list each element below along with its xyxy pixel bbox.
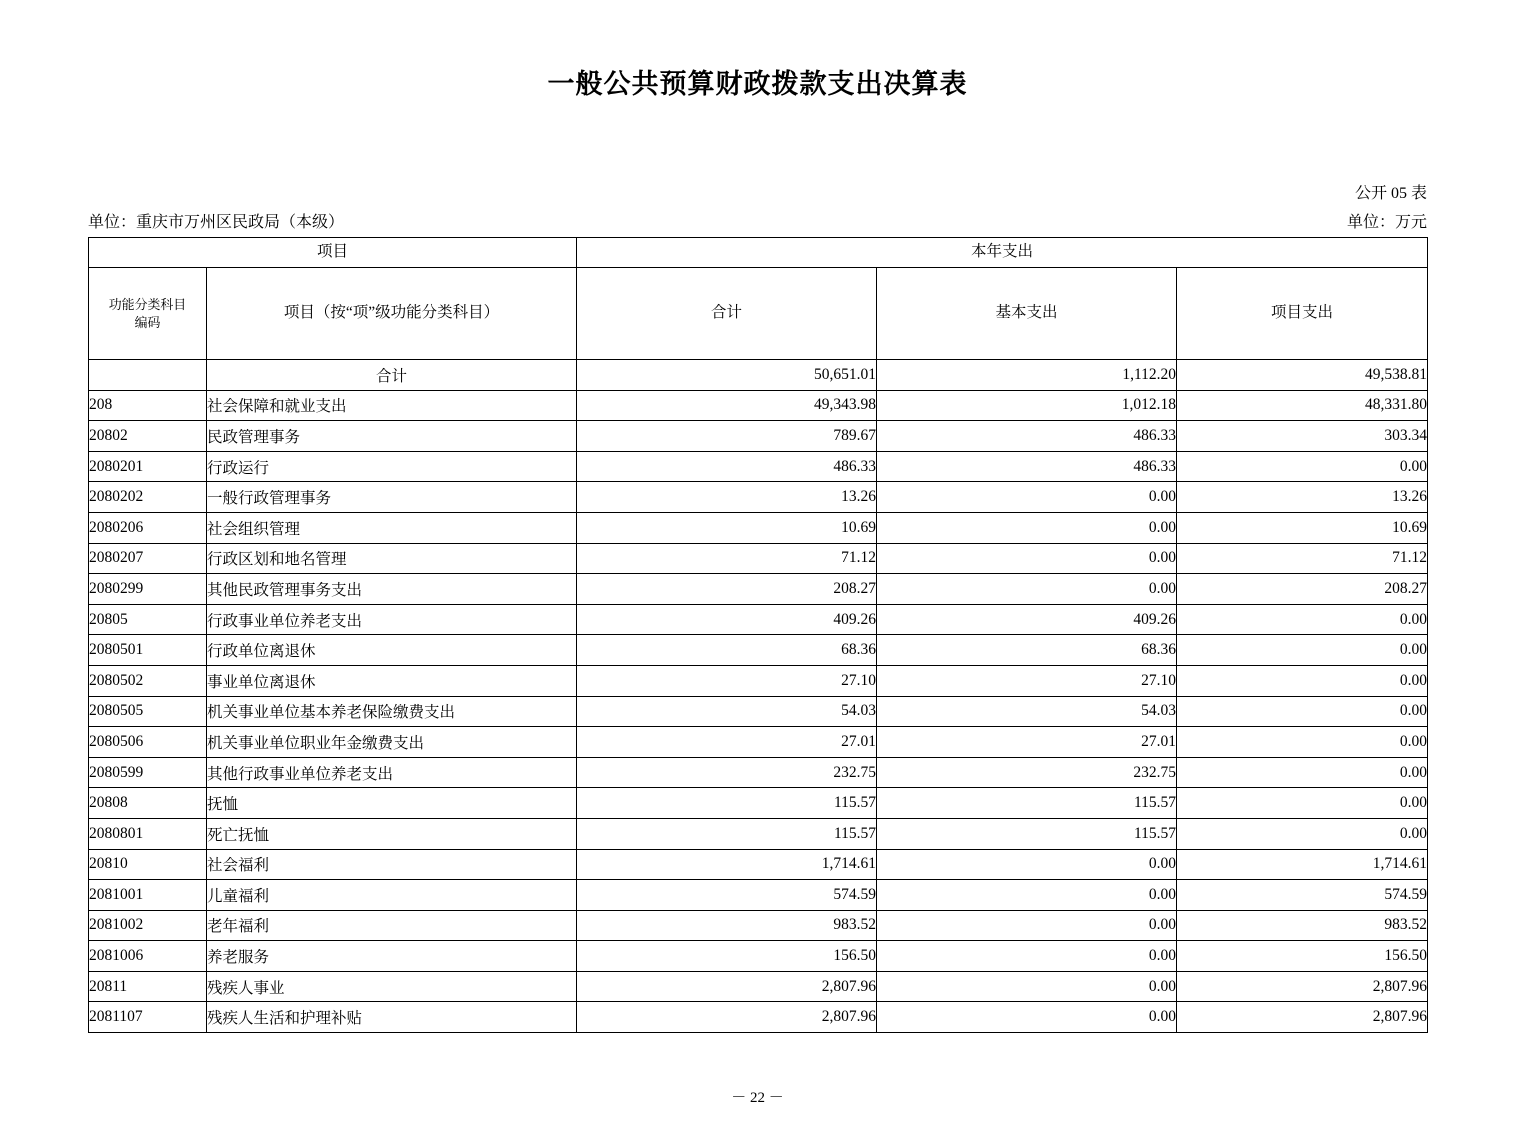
cell-name: 社会组织管理 bbox=[207, 512, 577, 543]
column-header-name: 项目（按“项”级功能分类科目） bbox=[207, 268, 577, 360]
table-row bbox=[89, 604, 1428, 635]
cell-project: 2,807.96 bbox=[1177, 1002, 1428, 1033]
cell-total: 232.75 bbox=[577, 757, 877, 788]
cell-code: 2081002 bbox=[89, 910, 207, 941]
cell-name: 机关事业单位职业年金缴费支出 bbox=[207, 727, 577, 758]
cell-name: 行政运行 bbox=[207, 451, 577, 482]
cell-project: 208.27 bbox=[1177, 574, 1428, 605]
cell-total: 2,807.96 bbox=[577, 1002, 877, 1033]
cell-name: 事业单位离退休 bbox=[207, 665, 577, 696]
cell-basic: 1,112.20 bbox=[877, 360, 1177, 391]
cell-code: 20811 bbox=[89, 971, 207, 1002]
group-header-project: 项目 bbox=[89, 238, 577, 268]
cell-project: 1,714.61 bbox=[1177, 849, 1428, 880]
cell-basic: 0.00 bbox=[877, 880, 1177, 911]
table-body bbox=[89, 360, 1428, 1033]
cell-total: 10.69 bbox=[577, 512, 877, 543]
page-title: 一般公共预算财政拨款支出决算表 bbox=[547, 69, 968, 99]
cell-basic: 0.00 bbox=[877, 574, 1177, 605]
cell-basic: 115.57 bbox=[877, 788, 1177, 819]
cell-code: 20810 bbox=[89, 849, 207, 880]
cell-project: 0.00 bbox=[1177, 727, 1428, 758]
table-row bbox=[89, 910, 1428, 941]
sheet-label: 公开 05 表 bbox=[1354, 185, 1427, 202]
cell-basic: 486.33 bbox=[877, 421, 1177, 452]
budget-table-wrapper bbox=[88, 237, 1427, 1033]
cell-basic: 0.00 bbox=[877, 971, 1177, 1002]
table-row bbox=[89, 849, 1428, 880]
cell-code: 2081006 bbox=[89, 941, 207, 972]
cell-total: 27.10 bbox=[577, 665, 877, 696]
table-row bbox=[89, 1002, 1428, 1033]
table-row bbox=[89, 574, 1428, 605]
group-header-current-year: 本年支出 bbox=[577, 238, 1428, 268]
cell-name: 行政事业单位养老支出 bbox=[207, 604, 577, 635]
cell-project: 574.59 bbox=[1177, 880, 1428, 911]
cell-total: 983.52 bbox=[577, 910, 877, 941]
table-group-header-row bbox=[89, 238, 1428, 268]
cell-basic: 409.26 bbox=[877, 604, 1177, 635]
cell-basic: 68.36 bbox=[877, 635, 1177, 666]
cell-code: 2080202 bbox=[89, 482, 207, 513]
cell-basic: 0.00 bbox=[877, 482, 1177, 513]
cell-name: 死亡抚恤 bbox=[207, 818, 577, 849]
table-row bbox=[89, 482, 1428, 513]
meta-row bbox=[88, 209, 1427, 232]
cell-name: 一般行政管理事务 bbox=[207, 482, 577, 513]
cell-code: 2080505 bbox=[89, 696, 207, 727]
cell-code: 2080801 bbox=[89, 818, 207, 849]
cell-basic: 54.03 bbox=[877, 696, 1177, 727]
table-row bbox=[89, 665, 1428, 696]
cell-name: 儿童福利 bbox=[207, 880, 577, 911]
cell-total: 1,714.61 bbox=[577, 849, 877, 880]
table-row bbox=[89, 971, 1428, 1002]
cell-code: 20808 bbox=[89, 788, 207, 819]
cell-project: 71.12 bbox=[1177, 543, 1428, 574]
cell-total: 50,651.01 bbox=[577, 360, 877, 391]
cell-code: 2080501 bbox=[89, 635, 207, 666]
cell-name: 合计 bbox=[207, 360, 577, 391]
cell-name: 机关事业单位基本养老保险缴费支出 bbox=[207, 696, 577, 727]
budget-table bbox=[88, 237, 1428, 1033]
unit-measure: 单位：万元 bbox=[1346, 214, 1427, 231]
cell-total: 486.33 bbox=[577, 451, 877, 482]
cell-total: 409.26 bbox=[577, 604, 877, 635]
cell-total: 115.57 bbox=[577, 788, 877, 819]
cell-basic: 0.00 bbox=[877, 910, 1177, 941]
cell-basic: 0.00 bbox=[877, 543, 1177, 574]
cell-name: 其他行政事业单位养老支出 bbox=[207, 757, 577, 788]
cell-name: 残疾人生活和护理补贴 bbox=[207, 1002, 577, 1033]
table-row bbox=[89, 727, 1428, 758]
table-row bbox=[89, 451, 1428, 482]
cell-project: 0.00 bbox=[1177, 665, 1428, 696]
cell-name: 社会福利 bbox=[207, 849, 577, 880]
cell-name: 其他民政管理事务支出 bbox=[207, 574, 577, 605]
cell-total: 49,343.98 bbox=[577, 390, 877, 421]
document-page bbox=[0, 62, 1515, 1131]
cell-project: 0.00 bbox=[1177, 696, 1428, 727]
cell-name: 行政单位离退休 bbox=[207, 635, 577, 666]
cell-code: 208 bbox=[89, 390, 207, 421]
cell-total: 13.26 bbox=[577, 482, 877, 513]
cell-total: 71.12 bbox=[577, 543, 877, 574]
cell-total: 574.59 bbox=[577, 880, 877, 911]
cell-code: 2080599 bbox=[89, 757, 207, 788]
cell-total: 68.36 bbox=[577, 635, 877, 666]
cell-basic: 0.00 bbox=[877, 849, 1177, 880]
cell-project: 0.00 bbox=[1177, 604, 1428, 635]
cell-name: 社会保障和就业支出 bbox=[207, 390, 577, 421]
cell-basic: 0.00 bbox=[877, 1002, 1177, 1033]
table-row bbox=[89, 880, 1428, 911]
cell-total: 789.67 bbox=[577, 421, 877, 452]
cell-code: 2081107 bbox=[89, 1002, 207, 1033]
table-row bbox=[89, 421, 1428, 452]
cell-project: 10.69 bbox=[1177, 512, 1428, 543]
cell-code: 20802 bbox=[89, 421, 207, 452]
cell-project: 0.00 bbox=[1177, 788, 1428, 819]
cell-basic: 0.00 bbox=[877, 512, 1177, 543]
table-row bbox=[89, 543, 1428, 574]
column-header-code bbox=[89, 268, 207, 360]
column-header-total: 合计 bbox=[577, 268, 877, 360]
column-header-code-line1: 功能分类科目 bbox=[108, 297, 187, 313]
cell-name: 残疾人事业 bbox=[207, 971, 577, 1002]
page-footer-number: － 22 － bbox=[731, 1090, 784, 1106]
cell-total: 208.27 bbox=[577, 574, 877, 605]
cell-basic: 115.57 bbox=[877, 818, 1177, 849]
cell-basic: 486.33 bbox=[877, 451, 1177, 482]
cell-code: 2081001 bbox=[89, 880, 207, 911]
column-header-basic: 基本支出 bbox=[877, 268, 1177, 360]
cell-code: 2080207 bbox=[89, 543, 207, 574]
cell-total: 2,807.96 bbox=[577, 971, 877, 1002]
cell-code bbox=[89, 360, 207, 391]
cell-project: 0.00 bbox=[1177, 635, 1428, 666]
table-row bbox=[89, 635, 1428, 666]
cell-basic: 27.01 bbox=[877, 727, 1177, 758]
cell-name: 养老服务 bbox=[207, 941, 577, 972]
cell-project: 0.00 bbox=[1177, 451, 1428, 482]
cell-name: 民政管理事务 bbox=[207, 421, 577, 452]
cell-code: 2080502 bbox=[89, 665, 207, 696]
cell-total: 156.50 bbox=[577, 941, 877, 972]
cell-project: 48,331.80 bbox=[1177, 390, 1428, 421]
table-row bbox=[89, 390, 1428, 421]
cell-total: 54.03 bbox=[577, 696, 877, 727]
table-row bbox=[89, 941, 1428, 972]
table-row bbox=[89, 360, 1428, 391]
table-row bbox=[89, 512, 1428, 543]
column-header-code-line2: 编码 bbox=[134, 314, 161, 330]
cell-name: 行政区划和地名管理 bbox=[207, 543, 577, 574]
table-column-header-row bbox=[89, 268, 1428, 360]
cell-project: 2,807.96 bbox=[1177, 971, 1428, 1002]
cell-code: 2080506 bbox=[89, 727, 207, 758]
cell-project: 0.00 bbox=[1177, 757, 1428, 788]
table-header bbox=[89, 238, 1428, 360]
cell-basic: 1,012.18 bbox=[877, 390, 1177, 421]
cell-code: 2080299 bbox=[89, 574, 207, 605]
table-row bbox=[89, 818, 1428, 849]
cell-name: 老年福利 bbox=[207, 910, 577, 941]
cell-code: 2080201 bbox=[89, 451, 207, 482]
cell-project: 303.34 bbox=[1177, 421, 1428, 452]
unit-name: 单位：重庆市万州区民政局（本级） bbox=[88, 214, 345, 231]
table-row bbox=[89, 757, 1428, 788]
table-row bbox=[89, 788, 1428, 819]
cell-project: 49,538.81 bbox=[1177, 360, 1428, 391]
cell-name: 抚恤 bbox=[207, 788, 577, 819]
cell-total: 27.01 bbox=[577, 727, 877, 758]
cell-project: 156.50 bbox=[1177, 941, 1428, 972]
cell-total: 115.57 bbox=[577, 818, 877, 849]
table-row bbox=[89, 696, 1428, 727]
cell-project: 983.52 bbox=[1177, 910, 1428, 941]
cell-project: 0.00 bbox=[1177, 818, 1428, 849]
cell-code: 2080206 bbox=[89, 512, 207, 543]
cell-basic: 232.75 bbox=[877, 757, 1177, 788]
cell-basic: 0.00 bbox=[877, 941, 1177, 972]
column-header-project: 项目支出 bbox=[1177, 268, 1428, 360]
cell-project: 13.26 bbox=[1177, 482, 1428, 513]
cell-basic: 27.10 bbox=[877, 665, 1177, 696]
cell-code: 20805 bbox=[89, 604, 207, 635]
